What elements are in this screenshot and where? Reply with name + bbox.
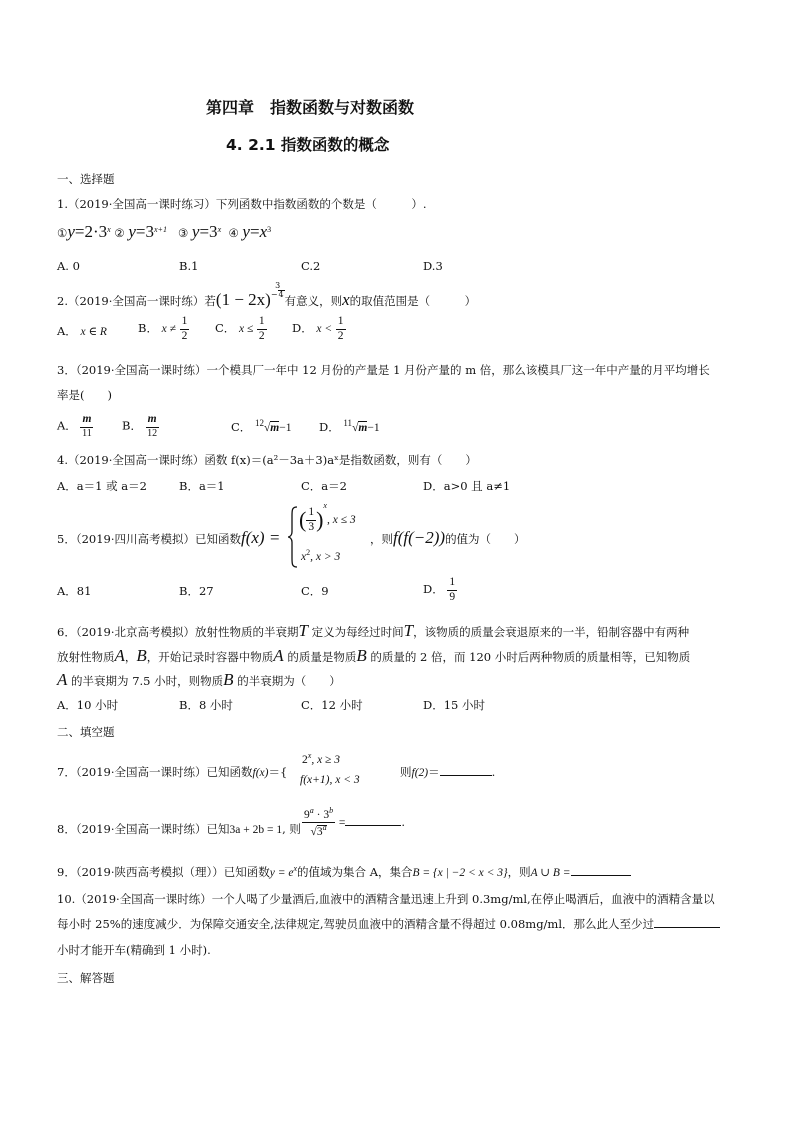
q3-b-num: m — [146, 414, 159, 428]
question-7-stem-post — [400, 764, 495, 780]
question-3-line-1: 3．（2019·全国高一课时练）一个模具厂一年中 12 月份的产量是 1 月份产量的 m 倍，那么该模具厂这一年中产量的月平均增长 — [57, 363, 710, 377]
q5-stem-pre: 5．（2019·四川高考模拟）已知函数 — [57, 532, 241, 546]
q3-b-frac — [146, 414, 159, 439]
question-6-line-3 — [57, 670, 341, 690]
q1-eq2: =3 — [135, 222, 154, 241]
question-6-line-1 — [57, 621, 689, 641]
q3-option-b — [122, 414, 159, 439]
q5-case2-cond: , x > 3 — [310, 550, 341, 563]
question-10-line-3: 小时才能开车(精确到 1 小时). — [57, 943, 211, 957]
section-title: 4. 2.1 指数函数的概念 — [226, 136, 390, 154]
q7-dot: . — [491, 765, 496, 779]
q5-case1-num: 1 — [306, 507, 316, 521]
question-8-stem — [57, 821, 301, 837]
q9-answer-blank[interactable] — [571, 875, 631, 876]
q2-option-d — [292, 316, 346, 342]
q1-y1: y — [67, 222, 75, 241]
q2-d-den: 2 — [337, 329, 344, 342]
q7-stem-end: ＝ — [428, 765, 440, 779]
q3-c-radicand: m — [270, 421, 280, 434]
q6-option-d: D．15 小时 — [423, 698, 486, 712]
q3-option-c — [231, 418, 291, 435]
q1-option-a: A. 0 — [57, 259, 80, 273]
q2-b-den: 2 — [181, 329, 188, 342]
section-heading-fill: 二、填空题 — [57, 725, 115, 739]
q5-case1-cond: , x ≤ 3 — [326, 514, 356, 526]
q9-func-exp: x — [293, 864, 298, 874]
q5-case1-den: 3 — [308, 520, 315, 533]
q5-case-2 — [301, 548, 340, 563]
q6-l2-d: 的质量的 2 倍，而 120 小时后两种物质的质量相等，已知物质 — [370, 650, 691, 664]
q3-b-label: B． — [122, 418, 142, 433]
q5-case1-frac — [306, 507, 316, 533]
q2-stem-pre: 2.（2019·全国高一课时练）若 — [57, 294, 216, 308]
q7-case-2: f(x+1), x < 3 — [300, 774, 360, 786]
q10-answer-blank[interactable] — [654, 927, 720, 928]
q9-union: A ∪ B = — [530, 867, 571, 879]
q1-label-2: ② — [114, 226, 125, 240]
q1-exp3: x — [217, 225, 222, 235]
q6-l1-T2: T — [403, 621, 414, 640]
q7-case1-base: 2 — [302, 753, 308, 766]
q2-base: (1 − 2x) — [215, 290, 271, 309]
section-heading-choice: 一、选择题 — [57, 172, 115, 186]
radical-icon: √ — [310, 826, 317, 839]
section-heading-solve: 三、解答题 — [57, 971, 115, 985]
q5-option-b: B．27 — [179, 584, 214, 598]
q3-a-frac — [80, 414, 93, 439]
q2-c-frac — [257, 316, 267, 342]
q6-l3-a: 的半衰期为 7.5 小时，则物质 — [71, 674, 224, 688]
q6-l2-comma: ， — [124, 650, 137, 664]
question-4-stem: 4.（2019·全国高一课时练）函数 f(x)＝(a²－3a＋3)aˣ是指数函数，则有（ ） — [57, 453, 477, 467]
question-10-line-1: 10.（2019·全国高一课时练）一个人喝了少量酒后,血液中的酒精含量迅速上升到 0.3mg/ml,在停止喝酒后，血液中的酒精含量以 — [57, 892, 715, 906]
q9-func: y = e — [269, 867, 294, 879]
q1-eq4: = — [249, 222, 260, 241]
q6-l2-B2: B — [356, 646, 367, 665]
q3-a-label: A． — [57, 418, 77, 433]
q6-l2-B: B — [136, 646, 147, 665]
q1-label-3: ③ — [177, 226, 189, 240]
q5-d-label: D． — [423, 582, 444, 596]
q5-option-d — [423, 577, 457, 603]
question-1-choices — [57, 222, 271, 242]
q10-line2-text: 每小时 25%的速度减少．为保障交通安全,法律规定,驾驶员血液中的酒精含量不得超过 0.08mg/ml．那么此人至少过 — [57, 917, 655, 931]
q4-option-d: D．a>0 且 a≠1 — [423, 479, 511, 493]
q5-case-1 — [299, 501, 356, 533]
q2-exp-num: 3 — [275, 281, 281, 290]
q8-num-a: 9 — [304, 808, 310, 821]
q6-l2-A: A — [114, 646, 125, 665]
q1-option-b: B.1 — [179, 259, 199, 273]
q1-exp1: x — [107, 225, 111, 235]
question-5-stem-pre — [57, 528, 280, 548]
q2-option-b — [138, 316, 189, 342]
q3-d-label: D． — [319, 419, 340, 434]
q5-f-expr: f(x) = — [241, 528, 281, 547]
q3-option-d — [319, 418, 380, 435]
q2-d-expr: x < — [316, 323, 333, 335]
q7-case1-cond: , x ≥ 3 — [311, 753, 340, 766]
q1-label-4: ④ — [228, 226, 239, 240]
q6-option-c: C．12 小时 — [301, 698, 363, 712]
radical-icon: √ — [352, 421, 359, 434]
q2-option-a — [57, 323, 107, 339]
q1-y3: y — [191, 222, 200, 241]
q9-stem-mid2: ，则 — [507, 865, 531, 879]
question-7-stem-pre — [57, 764, 287, 780]
q6-l3-B: B — [223, 670, 234, 689]
q1-option-c: C.2 — [301, 259, 321, 273]
q6-l2-b: ，开始记录时容器中物质 — [146, 650, 274, 664]
q2-b-label: B． — [138, 321, 158, 335]
q6-l1-b: 定义为每经过时间 — [311, 625, 404, 639]
q4-option-c: C．a＝2 — [301, 479, 347, 493]
q1-exp2: x+1 — [153, 225, 167, 235]
q4-option-b: B．a＝1 — [179, 479, 225, 493]
question-9-stem — [57, 864, 631, 880]
q2-b-num: 1 — [180, 316, 190, 330]
q5-d-den: 9 — [449, 590, 456, 603]
radical-icon: √ — [263, 421, 271, 434]
q7-stem-post: 则 — [400, 765, 412, 779]
q5-option-c: C．9 — [301, 584, 329, 598]
q6-option-a: A．10 小时 — [57, 698, 119, 712]
q1-eq3: =3 — [199, 222, 218, 241]
q2-b-frac — [180, 316, 190, 342]
q6-l1-T: T — [298, 621, 308, 640]
q7-stem-pre: 7．（2019·全国高一课时练）已知函数 — [57, 765, 253, 779]
q1-label-1: ① — [57, 226, 68, 240]
q6-option-b: B．8 小时 — [179, 698, 233, 712]
q8-stem-pre: 8．（2019·全国高一课时练）已知 — [57, 822, 230, 836]
q5-paren-close: ) — [316, 507, 324, 532]
question-6-line-2 — [57, 646, 690, 666]
q5-stem-end: 的值为（ ） — [445, 532, 526, 546]
q1-exp4: 3 — [267, 225, 272, 235]
question-1-stem: 1.（2019·全国高一课时练习）下列函数中指数函数的个数是（ ）. — [57, 197, 427, 211]
q6-l2-a: 放射性物质 — [57, 650, 115, 664]
q3-b-den: 12 — [147, 427, 158, 439]
q9-stem-mid: 的值域为集合 A，集合 — [297, 865, 413, 879]
q2-d-frac — [336, 316, 346, 342]
q9-stem-pre: 9．（2019·陕西高考模拟（理））已知函数 — [57, 865, 270, 879]
question-5-stem-post — [370, 528, 526, 548]
q6-l3-A: A — [57, 670, 68, 689]
q7-f2: f(2) — [411, 767, 429, 779]
q3-d-index: 11 — [343, 418, 353, 428]
q6-l1-c: ，该物质的质量会衰退原来的一半，铅制容器中有两种 — [413, 625, 690, 639]
q6-l1-a: 6．（2019·北京高考模拟）放射性物质的半衰期 — [57, 625, 299, 639]
q3-a-num: m — [80, 414, 93, 428]
q6-l2-A2: A — [273, 646, 284, 665]
q2-c-den: 2 — [258, 329, 265, 342]
q8-cond: 3a + 2b = 1 — [229, 824, 283, 836]
q1-x4: x — [259, 222, 268, 241]
q5-stem-mid: ，则 — [370, 532, 393, 546]
q7-eq: ＝{ — [268, 765, 288, 779]
q2-a-expr: x ∈ R — [80, 326, 107, 338]
q5-option-a: A．81 — [57, 584, 92, 598]
q1-y2: y — [128, 222, 136, 241]
question-3-line-2: 率是( ) — [57, 388, 112, 402]
q4-option-a: A．a＝1 或 a＝2 — [57, 479, 147, 493]
q8-denominator — [311, 823, 327, 838]
q8-fraction — [302, 807, 405, 839]
q2-stem-end: 的取值范围是（ ） — [349, 294, 477, 308]
q2-d-label: D． — [292, 321, 313, 335]
q5-d-num: 1 — [447, 577, 457, 591]
q6-l3-b: 的半衰期为（ ） — [237, 674, 341, 688]
q6-l2-c: 的质量是物质 — [287, 650, 357, 664]
q2-c-expr: x ≤ — [238, 323, 254, 335]
q5-case1-exp: x — [323, 501, 327, 511]
q2-exponent — [271, 282, 285, 299]
q1-option-d: D.3 — [423, 259, 443, 273]
q9-set-b: B = {x | −2 < x < 3} — [412, 867, 508, 879]
q5-paren-open: ( — [299, 507, 307, 532]
question-2-stem — [57, 281, 477, 310]
q8-dot: . — [401, 814, 405, 829]
chapter-title: 第四章 指数函数与对数函数 — [206, 98, 415, 117]
q8-num-dot: · — [313, 808, 324, 821]
q8-frac — [302, 807, 335, 839]
q3-d-tail: −1 — [367, 421, 380, 434]
q3-c-label: C． — [231, 419, 252, 434]
q2-c-label: C． — [215, 321, 236, 335]
q5-d-frac — [447, 577, 457, 603]
q2-option-c — [215, 316, 267, 342]
q8-answer-blank[interactable] — [345, 825, 401, 826]
q5-case2-base: x — [301, 550, 307, 563]
q8-num-a-exp: a — [309, 806, 314, 815]
q3-d-radicand: m — [358, 421, 368, 434]
q2-stem-post: 有意义，则 — [284, 294, 343, 308]
q2-b-expr: x ≠ — [161, 323, 176, 335]
q2-a-label: A． — [57, 324, 77, 338]
q8-den-exp: a — [322, 823, 327, 833]
q1-eq1: =2·3 — [74, 222, 108, 241]
q2-d-num: 1 — [336, 316, 346, 330]
q8-num-b: 3 — [323, 808, 330, 821]
q5-brace-icon — [288, 506, 298, 568]
q8-num-b-exp: b — [329, 806, 334, 815]
q3-a-den: 11 — [82, 427, 92, 439]
q2-exp-den: 4 — [278, 290, 284, 299]
q7-case-1 — [302, 751, 340, 766]
q7-f: f(x) — [252, 767, 269, 779]
q3-c-index: 12 — [254, 418, 264, 428]
q5-case2-exp: 2 — [306, 548, 311, 557]
q5-ff-expr: f(f(−2)) — [393, 528, 446, 547]
q2-c-num: 1 — [257, 316, 267, 330]
q1-y4: y — [242, 222, 250, 241]
q7-case1-exp: x — [307, 751, 312, 760]
q8-eq: = — [338, 816, 346, 829]
question-10-line-2 — [57, 916, 720, 932]
q7-answer-blank[interactable] — [440, 775, 492, 776]
q3-option-a — [57, 414, 93, 439]
q2-exp-minus: − — [270, 289, 278, 299]
q8-numerator — [302, 807, 335, 823]
q3-c-tail: −1 — [279, 421, 292, 434]
q8-den: 3 — [316, 826, 323, 839]
q2-var: x — [342, 290, 350, 309]
q8-mid: , 则 — [282, 822, 301, 836]
